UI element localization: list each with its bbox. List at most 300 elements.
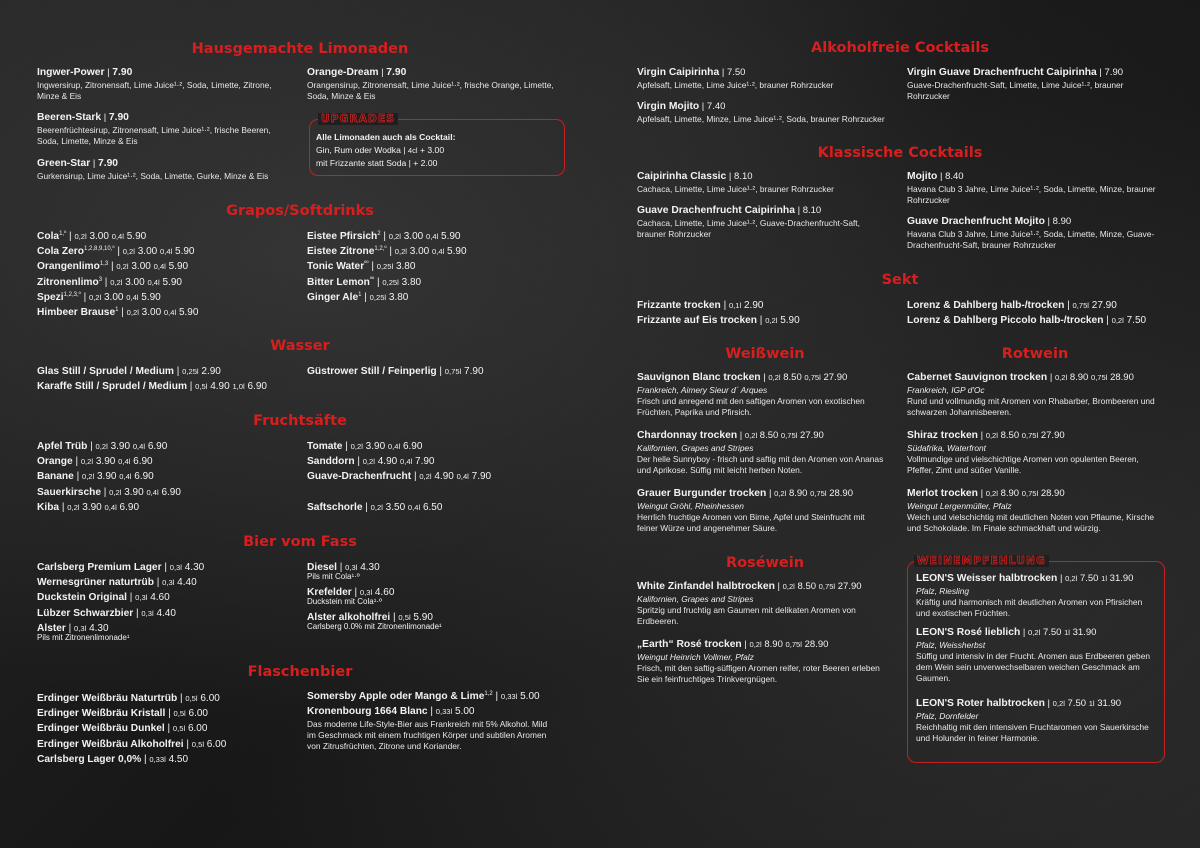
price: 3.90: [97, 471, 117, 483]
origin: Weingut Heinrich Vollmer, Pfalz: [637, 651, 754, 662]
price-row: Alster | 0,3l 4.30: [37, 622, 109, 634]
section-title-rotwein: Rotwein: [1001, 346, 1069, 362]
price: 7.50: [1079, 573, 1099, 584]
size: 1l: [1064, 628, 1070, 637]
price-row: Erdinger Weißbräu Dunkel | 0,5l 6.00: [37, 723, 208, 735]
menu-item: Virgin Caipirinha | 7.50 Apfelsaft, Limette, Lime Juice¹·², brauner Rohrzucker: [637, 67, 834, 90]
price: 3.90: [95, 456, 116, 468]
price: 6.90: [161, 486, 181, 498]
size: 0,75l: [804, 373, 821, 382]
additives: 3: [98, 276, 103, 283]
price: 5.90: [413, 612, 433, 623]
origin: Frankreich, IGP d'Oc: [907, 384, 985, 395]
price: 6.00: [206, 738, 227, 750]
size: 0,4l: [119, 472, 132, 482]
price: 6.90: [119, 501, 140, 513]
additives: 1,º: [59, 231, 67, 237]
size: 0,2l: [768, 373, 781, 382]
section-title-saefte: Fruchtsäfte: [253, 413, 347, 429]
menu-item: Guave Drachenfrucht Mojito | 8.90 Havana Club 3 Jahre, Lime Juice¹·², Soda, Limette, Minze, Guave-Drachenfrucht-Saft, brauner Rohrzucker: [907, 216, 1155, 250]
additives: 1,2,8,9,10,º: [83, 246, 115, 253]
price: 5.90: [168, 261, 189, 273]
item-name: Diesel: [307, 562, 338, 573]
section-title-grapos: Grapos/Softdrinks: [226, 203, 374, 219]
price: 5.90: [447, 246, 467, 258]
size: 0,3l: [141, 608, 154, 618]
price-row: Eistee Zitrone$^{1,2,º}$ | 0,2l 3.00 0,4l 5.90: [307, 246, 467, 258]
price-row: Carlsberg Lager 0,0% | 0,33l 4.50: [37, 753, 189, 765]
size: 0,4l: [153, 262, 166, 272]
item-name: Chardonnay trocken: [637, 430, 738, 441]
size: 0,2l: [116, 262, 129, 272]
size: 0,2l: [110, 277, 123, 287]
price-row: Duckstein Original | 0,3l 4.60: [37, 592, 170, 604]
price: 3.80: [401, 276, 422, 288]
size: 0,75l: [818, 582, 836, 591]
price-row: Krefelder | 0,3l 4.60: [307, 587, 395, 598]
price-row: Diesel | 0,3l 4.30: [307, 562, 380, 573]
price-row: Spezi$^{1,2,3,º}$ | 0,2l 3.00 0,4l 5.90: [37, 291, 161, 303]
item-name: Ginger Ale: [307, 291, 359, 303]
origin: Kalifornien, Grapes and Stripes: [637, 593, 754, 604]
description: Weich und vielschichtig mit deutlichen Noten von Pflaume, Kirsche und Schokolade. Im Finale schmackhaft und würzig.: [907, 511, 1155, 533]
size: 0,75l: [780, 431, 798, 440]
description: Spritzig und fruchtig am Gaumen mit delikaten Aromen von Erdbeeren.: [637, 604, 856, 626]
price: 4.40: [156, 607, 176, 619]
price: 6.00: [187, 723, 208, 735]
menu-item: Caipirinha Classic | 8.10 Cachaca, Limette, Lime Juice¹·², brauner Rohrzucker: [637, 171, 834, 194]
section-title-sekt: Sekt: [881, 272, 919, 288]
item-name: Tonic Water: [307, 261, 365, 273]
size: 0,75l: [1021, 489, 1039, 498]
additives: 1: [358, 291, 362, 298]
item-name: White Zinfandel halbtrocken: [637, 581, 775, 592]
price: 6.00: [200, 693, 220, 704]
size: 0,5l: [173, 709, 186, 719]
size: 0,2l: [122, 247, 135, 257]
price: 5.90: [126, 231, 147, 242]
size: 0,4l: [456, 472, 469, 482]
section-title-rosewein: Roséwein: [725, 555, 805, 571]
price: 6.90: [133, 456, 153, 468]
section-title-flaschenbier: Flaschenbier: [247, 664, 353, 680]
description: Süffig und intensiv in der Frucht. Aromen aus Erdbeeren geben dem Wein sein unverwechselbaren weichen Geschmack am Gaumen.: [916, 650, 1151, 683]
section-title-limonaden: Hausgemachte Limonaden: [191, 41, 409, 57]
size: 0,2l: [744, 431, 758, 440]
wine-item: Shiraz trocken | 0,2l 8.50 0,75l 27.90 Südafrika, Waterfront Vollmundige und vielschichtige Aromen von opulenten Beeren, Pfeffer, Zimt und süßer Vanille.: [907, 430, 1162, 476]
price-row: Kiba | 0,2l 3.90 0,4l 6.90: [37, 501, 140, 513]
additives: 1,2,3,º: [63, 291, 81, 298]
size: 0,2l: [985, 489, 998, 498]
menu-item: Virgin Mojito | 7.40 Apfelsaft, Limette, Minze, Lime Juice¹·², Soda, brauner Rohrzucker: [637, 101, 885, 124]
size: 0,4l: [432, 247, 445, 257]
size: 0,2l: [1028, 628, 1041, 637]
size: 0,2l: [74, 232, 87, 241]
price: 5.90: [441, 231, 461, 242]
item-name: Erdinger Weißbräu Alkoholfrei: [37, 738, 184, 750]
description: Der helle Sunnyboy - frisch und saftig mit den Aromen von Ananas und Aprikose. Süffig mit leicht herben Noten.: [637, 453, 884, 475]
upgrades-text: Alle Limonaden auch als Cocktail: Gin, Rum oder Wodka | 4cl + 3.00 mit Frizzante statt Soda | + 2.00: [316, 132, 456, 168]
wine-item: LEON'S Roter halbtrocken | 0,2l 7.50 1l 31.90 Pfalz, Dornfelder Reichhaltig mit den intensiven Fruchtaromen von Sauerkirsche und Holunder in feiner Harmonie.: [916, 698, 1156, 744]
item-name: Spezi: [37, 291, 64, 303]
menu-item: Green-Star | 7.90 Gurkensirup, Lime Juice¹·², Soda, Limette, Gurke, Minze & Eis: [37, 158, 269, 181]
size: 0,4l: [146, 487, 159, 497]
price: 4.90: [434, 471, 454, 483]
wine-item: White Zinfandel halbtrocken | 0,2l 8.50 0,75l 27.90 Kalifornien, Grapes and Stripes Spritzig und fruchtig am Gaumen mit delikaten Aromen von Erdbeeren.: [637, 581, 887, 627]
price-row: Wernesgrüner naturtrüb | 0,3l 4.40: [37, 577, 197, 589]
size: 0,3l: [345, 563, 358, 572]
item-name: LEON'S Rosé lieblich: [916, 627, 1021, 638]
menu-item: Virgin Guave Drachenfrucht Caipirinha | 7.90 Guave-Drachenfrucht-Saft, Limette, Lime Juice¹·², brauner Rohrzucker: [907, 67, 1124, 101]
menu-item: Orange-Dream | 7.90 Orangensirup, Zitronensaft, Lime Juice¹·², frische Orange, Limette, Soda, Minze & Eis: [307, 67, 554, 101]
price-row: Erdinger Weißbräu Naturtrüb | 0,5l 6.00: [37, 693, 220, 704]
price-row: Erdinger Weißbräu Kristall | 0,5l 6.00: [37, 708, 208, 720]
size: 0,3l: [162, 578, 175, 588]
price: 4.60: [374, 587, 395, 598]
item-name: Carlsberg Lager 0,0%: [37, 753, 142, 765]
price: 3.00: [409, 246, 430, 258]
price: 3.00: [141, 307, 162, 318]
item-name: LEON'S Weisser halbtrocken: [916, 573, 1058, 584]
price-row: Tomate | 0,2l 3.90 0,4l 6.90: [307, 441, 423, 452]
section-title-alkoholfrei: Alkoholfreie Cocktails: [811, 40, 989, 56]
price-row: Carlsberg Premium Lager | 0,3l 4.30: [37, 562, 205, 573]
origin: Kalifornien, Grapes and Stripes: [637, 442, 754, 453]
menu-item: Ingwer-Power | 7.90 Ingwersirup, Zitronensaft, Lime Juice¹·², Soda, Limette, Zitrone, Minze & Eis: [37, 67, 272, 101]
price: 7.90: [415, 456, 435, 468]
item-name: Tomate: [307, 441, 343, 452]
size: 0,2l: [80, 457, 94, 467]
size: 0,3l: [135, 593, 148, 603]
sekt-row: Lorenz & Dahlberg halb-/trocken | 0,75l 27.90: [907, 300, 1117, 311]
item-name: Erdinger Weißbräu Dunkel: [37, 723, 165, 735]
wine-item: Merlot trocken | 0,2l 8.90 0,75l 28.90 Weingut Lergenmüller, Pfalz Weich und vielschichtig mit deutlichen Noten von Pflaume, Kirsche und Schokolade. Im Finale schmackhaft und würzig.: [907, 488, 1162, 534]
price: 6.90: [134, 471, 154, 483]
wine-item: Grauer Burgunder trocken | 0,2l 8.90 0,75l 28.90 Weingut Gröhl, Rheinhessen Herrlich fruchtige Aromen von Birne, Apfel und Steinfrucht mit feiner Würze und angenehmer Säure.: [637, 488, 887, 534]
price-row: Cola Zero$^{1,2,8,9,10,º}$ | 0,2l 3.00 0,4l 5.90: [37, 246, 195, 258]
size: 0,2l: [394, 247, 407, 257]
size: 0,4l: [111, 232, 124, 241]
price: 3.00: [131, 261, 151, 273]
price: 27.90: [837, 581, 862, 592]
flaschen-row: Kronenbourg 1664 Blanc | 0,33l 5.00: [307, 706, 475, 717]
price: 31.90: [1072, 627, 1097, 638]
item-name: Alster alkoholfrei: [307, 612, 391, 623]
price: 8.50: [797, 581, 817, 592]
price: 27.90: [800, 430, 824, 441]
item-note: Pils mit Cola¹·º: [307, 572, 360, 581]
wasser-row: Glas Still / Sprudel / Medium | 0,25l 2.90: [37, 366, 221, 377]
size: 0,2l: [1052, 699, 1065, 708]
item-name: Cabernet Sauvignon trocken: [907, 372, 1048, 383]
item-name: Alster: [37, 622, 66, 634]
price: 6.90: [147, 441, 168, 452]
price: 28.90: [1040, 488, 1065, 499]
item-name: Eistee Pfirsich: [307, 231, 378, 242]
size: 0,75l: [810, 489, 827, 498]
price-row: Zitronenlimo$^3$ | 0,2l 3.00 0,4l 5.90: [37, 276, 182, 288]
description: Reichhaltig mit den intensiven Fruchtaromen von Sauerkirsche und Holunder in feiner Harmonie.: [916, 721, 1149, 743]
origin: Weingut Lergenmüller, Pfalz: [907, 500, 1012, 511]
wasser-row: Karaffe Still / Sprudel / Medium | 0,5l 4.90 1,0l 6.90: [37, 381, 267, 392]
size: 1l: [1088, 699, 1095, 708]
item-name: Duckstein Original: [37, 592, 128, 604]
price-row: Sauerkirsche | 0,2l 3.90 0,4l 6.90: [37, 486, 181, 498]
size: 0,5l: [398, 613, 411, 622]
price: 4.40: [177, 577, 197, 589]
origin: Südafrika, Waterfront: [907, 442, 986, 453]
item-name: Eistee Zitrone: [307, 246, 375, 258]
item-name: Orange: [37, 456, 73, 468]
size: 0,5l: [172, 724, 186, 734]
price-row: Erdinger Weißbräu Alkoholfrei | 0,5l 6.00: [37, 738, 227, 750]
size: 0,2l: [350, 442, 363, 451]
upgrades-title: UPGRADES: [318, 113, 398, 125]
price: 3.00: [104, 291, 124, 303]
size: 0,75l: [785, 640, 802, 649]
section-title-wasser: Wasser: [270, 338, 330, 354]
price-row: Eistee Pfirsich$^2$ | 0,2l 3.00 0,4l 5.90: [307, 231, 461, 242]
price: 3.00: [125, 276, 145, 288]
size: 0,2l: [88, 292, 102, 302]
size: 0,4l: [399, 457, 413, 467]
price: 4.30: [360, 562, 380, 573]
origin: Pfalz, Dornfelder: [916, 710, 979, 721]
price: 4.60: [150, 592, 170, 604]
item-name: „Earth“ Rosé trocken: [637, 639, 742, 650]
additives: 1: [115, 307, 119, 313]
item-name: Erdinger Weißbräu Kristall: [37, 708, 166, 720]
item-name: Saftschorle: [307, 502, 363, 513]
price: 31.90: [1109, 573, 1134, 584]
wine-item: LEON'S Rosé lieblich | 0,2l 7.50 1l 31.90 Pfalz, Weissherbst Süffig und intensiv in der Frucht. Aromen aus Erdbeeren geben dem Wein sein unverwechselbaren weichen Geschmack am Gaumen.: [916, 627, 1156, 684]
sekt-row: Frizzante auf Eis trocken | 0,2l 5.90: [637, 315, 800, 326]
description: Rund und vollmundig mit Aromen von Rhabarber, Brombeeren und schwarzen Johannisbeeren.: [907, 395, 1155, 417]
price: 5.90: [175, 246, 195, 258]
price: 3.80: [395, 261, 416, 273]
origin: Pfalz, Riesling: [916, 585, 970, 596]
size: 0,2l: [749, 640, 762, 649]
size: 0,75l: [1090, 373, 1108, 382]
price: 27.90: [823, 372, 848, 383]
price: 6.90: [402, 441, 423, 452]
price-row: Banane | 0,2l 3.90 0,4l 6.90: [37, 471, 154, 483]
size: 0,4l: [426, 232, 439, 241]
description: Kräftig und harmonisch mit deutlichen Aromen von Pfirsichen und exotischen Früchten.: [916, 596, 1143, 618]
item-name: Kiba: [37, 501, 60, 513]
size: 0,4l: [387, 442, 401, 451]
additives: ºº: [369, 276, 375, 283]
size: 0,2l: [370, 503, 383, 512]
item-note: Pils mit Zitronenlimonade¹: [37, 633, 130, 642]
price: 8.90: [764, 639, 783, 650]
additives: ºº: [364, 261, 369, 268]
item-name: Lübzer Schwarzbier: [37, 607, 134, 619]
description: Vollmundige und vielschichtige Aromen von opulenten Beeren, Pfeffer, Zimt und süßer Vanille.: [907, 453, 1139, 475]
size: 0,4l: [132, 442, 146, 451]
price: 28.90: [1110, 372, 1134, 383]
size: 0,4l: [159, 247, 173, 257]
price-row: Saftschorle | 0,2l 3.50 0,4l 6.50: [307, 502, 443, 513]
size: 0,5l: [191, 739, 205, 749]
flaschen-desc: Das moderne Life-Style-Bier aus Frankreich mit 5% Alkohol. Mild im Geschmack mit einem fruchtigen Körper und subtilen Aromen von Zitrusfrüchten, Zitrone und Koriander.: [307, 719, 548, 751]
item-name: Sauvignon Blanc trocken: [637, 372, 761, 383]
wine-item: LEON'S Weisser halbtrocken | 0,2l 7.50 1l 31.90 Pfalz, Riesling Kräftig und harmonisch mit deutlichen Aromen von Pfirsichen und exotischen Früchten.: [916, 573, 1156, 619]
description: Frisch, mit den saftig-süffigen Aromen reifer, roter Beeren erleben Sie ein feinfruchtiges Trinkvergnügen.: [637, 662, 880, 684]
size: 0,4l: [407, 503, 421, 512]
item-name: Erdinger Weißbräu Naturtrüb: [37, 693, 178, 704]
price: 5.90: [141, 291, 161, 303]
price-row: Orange | 0,2l 3.90 0,4l 6.90: [37, 456, 153, 468]
price: 8.90: [1000, 488, 1020, 499]
price: 28.90: [829, 488, 853, 499]
price: 8.90: [1069, 372, 1089, 383]
sekt-row: Frizzante trocken | 0,1l 2.90: [637, 300, 764, 311]
additives: 1,2,º: [374, 246, 387, 253]
menu-item: Beeren-Stark | 7.90 Beerenfrüchtesirup, Zitronensaft, Lime Juice¹·², frische Beeren, Soda, Limette, Minze & Eis: [37, 112, 271, 146]
price-row: Ginger Ale$^1$ | 0,25l 3.80: [307, 291, 409, 303]
size: 0,2l: [774, 489, 787, 498]
size: 0,25l: [369, 292, 387, 302]
price-row: Guave-Drachenfrucht | 0,2l 4.90 0,4l 7.90: [307, 471, 492, 483]
size: 0,2l: [419, 472, 432, 482]
wine-item: Chardonnay trocken | 0,2l 8.50 0,75l 27.90 Kalifornien, Grapes and Stripes Der helle Sunnyboy - frisch und saftig mit den Aromen von Ananas und Aprikose. Süffig mit leicht herben Noten.: [637, 430, 887, 476]
price: 7.50: [1042, 627, 1062, 638]
price: 4.30: [89, 622, 109, 634]
item-name: Bitter Lemon: [307, 276, 370, 288]
size: 0,3l: [359, 588, 373, 597]
price-row: Sanddorn | 0,2l 4.90 0,4l 7.90: [307, 456, 435, 468]
price: 27.90: [1040, 430, 1065, 441]
price-row: Tonic Water$^{ºº}$ | 0,25l 3.80: [307, 261, 416, 273]
size: 0,2l: [1054, 373, 1068, 382]
size: 0,2l: [95, 442, 108, 451]
size: 0,2l: [985, 431, 998, 440]
price-row: Cola$^{1,º}$ | 0,2l 3.00 0,4l 5.90: [37, 231, 147, 242]
origin: Weingut Gröhl, Rheinhessen: [637, 500, 744, 511]
origin: Pfalz, Weissherbst: [916, 639, 986, 650]
size: 0,2l: [362, 457, 375, 467]
item-name: Wernesgrüner naturtrüb: [37, 577, 154, 589]
price: 4.30: [184, 562, 205, 573]
item-name: Guave-Drachenfrucht: [307, 471, 412, 483]
price: 7.90: [471, 471, 492, 483]
price: 5.90: [162, 276, 182, 288]
flaschen-row: Somersby Apple oder Mango & Lime$^{1,2}$ | 0,33l 5.00: [307, 691, 540, 702]
wine-item: Sauvignon Blanc trocken | 0,2l 8.50 0,75l 27.90 Frankreich, Aimery Sieur d´ Arques Frisch und anregend mit den saftigen Aromen von exotischen Früchten, Paprika und Pfirsich.: [637, 372, 887, 418]
section-title-klassisch: Klassische Cocktails: [817, 145, 983, 161]
item-name: Sauerkirsche: [37, 486, 101, 498]
size: 0,33l: [149, 754, 166, 764]
size: 0,4l: [126, 292, 139, 302]
size: 0,2l: [388, 232, 401, 241]
price: 3.50: [385, 502, 406, 513]
size: 0,5l: [185, 694, 198, 703]
size: 0,2l: [109, 487, 122, 497]
price-row: Himbeer Brause$^1$ | 0,2l 3.00 0,4l 5.90: [37, 307, 199, 318]
size: 0,4l: [163, 308, 177, 317]
weinempfehlung-title: WEINEMPFEHLUNG: [914, 555, 1049, 567]
menu-item: Mojito | 8.40 Havana Club 3 Jahre, Lime Juice¹·², Soda, Limette, Minze, brauner Rohrzucker: [907, 171, 1156, 205]
item-name: Carlsberg Premium Lager: [37, 562, 162, 573]
size: 0,2l: [81, 472, 95, 482]
price: 5.90: [178, 307, 199, 318]
price: 8.50: [759, 430, 779, 441]
price-row: Apfel Trüb | 0,2l 3.90 0,4l 6.90: [37, 441, 168, 452]
item-name: Orangenlimo: [37, 261, 100, 273]
item-name: Merlot trocken: [907, 488, 978, 499]
price: 3.00: [403, 231, 424, 242]
size: 0,4l: [147, 277, 160, 287]
price: 6.00: [188, 708, 208, 720]
size: 0,75l: [1021, 431, 1039, 440]
price: 3.00: [137, 246, 158, 258]
price-row: Bitter Lemon$^{ºº}$ | 0,25l 3.80: [307, 276, 422, 288]
item-name: Himbeer Brause: [37, 307, 116, 318]
sekt-row: Lorenz & Dahlberg Piccolo halb-/trocken | 0,2l 7.50: [907, 315, 1147, 326]
price: 8.90: [788, 488, 808, 499]
price-row: Orangenlimo$^{1,3}$ | 0,2l 3.00 0,4l 5.90: [37, 261, 189, 273]
price: 3.90: [110, 441, 131, 452]
price: 31.90: [1097, 698, 1122, 709]
price: 28.90: [804, 639, 829, 650]
size: 0,4l: [104, 502, 117, 512]
price: 4.50: [168, 753, 189, 765]
section-title-bier: Bier vom Fass: [243, 534, 357, 550]
description: Herrlich fruchtige Aromen von Birne, Apfel und Steinfrucht mit feiner Würze und angenehmer Säure.: [637, 511, 865, 533]
price: 3.90: [124, 486, 144, 498]
wine-item: Cabernet Sauvignon trocken | 0,2l 8.90 0,75l 28.90 Frankreich, IGP d'Oc Rund und vollmundig mit Aromen von Rhabarber, Brombeeren und schwarzen Johannisbeeren.: [907, 372, 1162, 418]
size: 0,3l: [169, 563, 182, 572]
price: 3.90: [82, 501, 102, 513]
wine-item: „Earth“ Rosé trocken | 0,2l 8.90 0,75l 28.90 Weingut Heinrich Vollmer, Pfalz Frisch, mit den saftig-süffigen Aromen reifer, roter Beeren erleben Sie ein feinfruchtiges Trinkvergnügen.: [637, 639, 887, 685]
price: 8.50: [1000, 430, 1020, 441]
size: 0,25l: [376, 262, 394, 272]
size: 0,2l: [67, 502, 80, 512]
item-note: Carlsberg 0.0% mit Zitronenlimonade¹: [307, 622, 442, 631]
item-name: Zitronenlimo: [37, 276, 99, 288]
item-note: Duckstein mit Cola¹·º: [307, 597, 382, 606]
item-name: LEON'S Roter halbtrocken: [916, 698, 1045, 709]
section-title-weisswein: Weißwein: [725, 346, 805, 362]
size: 0,4l: [118, 457, 131, 467]
price: 3.90: [365, 441, 386, 452]
additives: 2: [377, 231, 381, 237]
size: 1l: [1101, 574, 1108, 583]
item-name: Banane: [37, 471, 74, 483]
price-row: Alster alkoholfrei | 0,5l 5.90: [307, 612, 433, 623]
item-name: Cola: [37, 231, 60, 242]
item-name: Apfel Trüb: [37, 441, 88, 452]
size: 0,25l: [382, 277, 399, 287]
price-row: Lübzer Schwarzbier | 0,3l 4.40: [37, 607, 176, 619]
item-name: Krefelder: [307, 587, 352, 598]
wasser-row: Güstrower Still / Feinperlig | 0,75l 7.90: [307, 366, 484, 377]
item-name: Grauer Burgunder trocken: [637, 488, 767, 499]
additives: 1,3: [99, 261, 109, 268]
size: 0,2l: [1065, 574, 1078, 583]
item-name: Cola Zero: [37, 246, 84, 258]
price: 3.80: [388, 291, 409, 303]
item-name: Shiraz trocken: [907, 430, 978, 441]
price: 4.90: [377, 456, 398, 468]
price: 6.50: [422, 502, 443, 513]
price: 7.50: [1067, 698, 1087, 709]
size: 0,2l: [782, 582, 795, 591]
price: 8.50: [783, 372, 802, 383]
description: Frisch und anregend mit den saftigen Aromen von exotischen Früchten, Paprika und Pfirsich.: [637, 395, 865, 417]
menu-item: Guave Drachenfrucht Caipirinha | 8.10 Cachaca, Limette, Lime Juice¹·², Guave-Drachenfrucht-Saft, brauner Rohrzucker: [637, 205, 860, 239]
